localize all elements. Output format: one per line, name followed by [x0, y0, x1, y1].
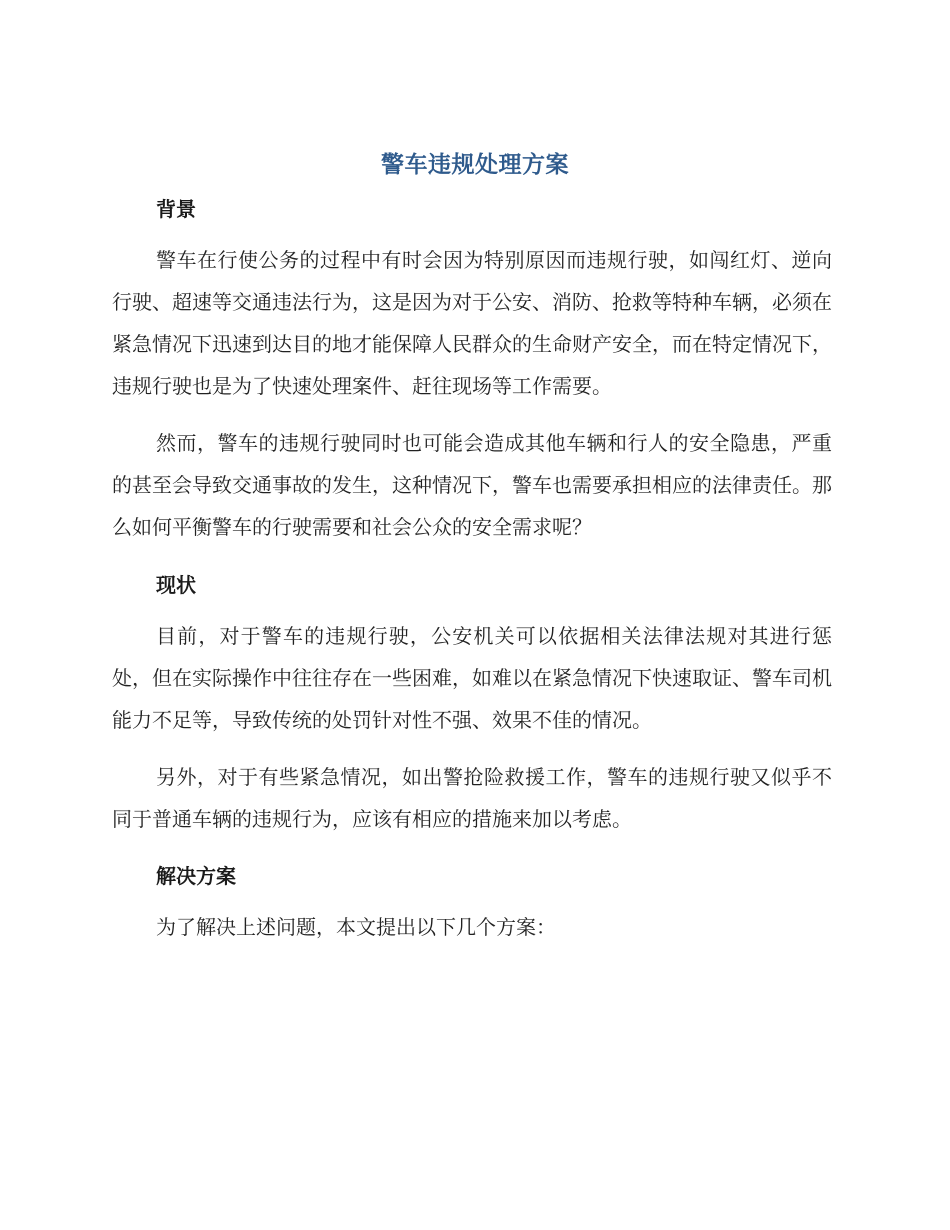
section-heading-background: 背景 [156, 197, 196, 221]
paragraph-status-1: 目前，对于警车的违规行驶，公安机关可以依据相关法律法规对其进行惩处，但在实际操作中往往存在一些困难，如难以在紧急情况下快速取证、警车司机能力不足等，导致传统的处罚针对性不强、效果不佳的情况。 [112, 624, 832, 732]
section-heading-status: 现状 [156, 573, 196, 597]
document-title: 警车违规处理方案 [381, 152, 569, 178]
paragraph-background-1: 警车在行使公务的过程中有时会因为特别原因而违规行驶，如闯红灯、逆向行驶、超速等交通违法行为，这是因为对于公安、消防、抢救等特种车辆，必须在紧急情况下迅速到达目的地才能保障人民群众的生命财产安全，而在特定情况下，违规行驶也是为了快速处理案件、赶往现场等工作需要。 [112, 248, 832, 398]
paragraph-solution-1: 为了解决上述问题，本文提出以下几个方案： [156, 915, 556, 939]
paragraph-background-2: 然而，警车的违规行驶同时也可能会造成其他车辆和行人的安全隐患，严重的甚至会导致交通事故的发生，这种情况下，警车也需要承担相应的法律责任。那么如何平衡警车的行驶需要和社会公众的安全需求呢？ [112, 431, 832, 539]
paragraph-status-2: 另外，对于有些紧急情况，如出警抢险救援工作，警车的违规行驶又似乎不同于普通车辆的违规行为，应该有相应的措施来加以考虑。 [112, 765, 832, 831]
section-heading-solution: 解决方案 [156, 864, 236, 888]
